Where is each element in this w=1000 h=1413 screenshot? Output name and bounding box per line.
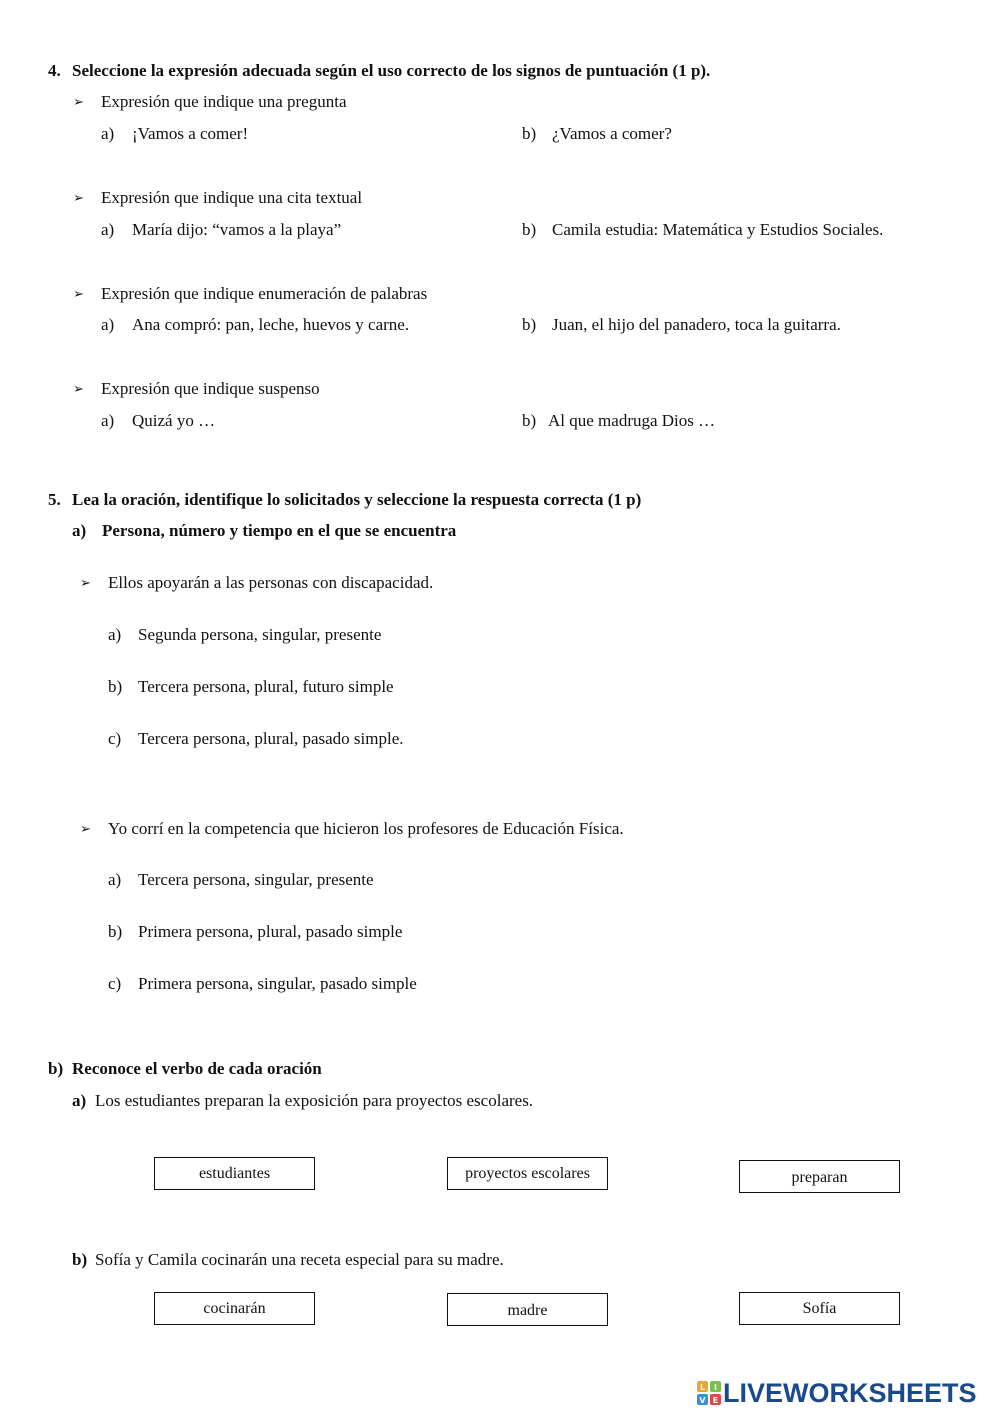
svg-text:E: E xyxy=(712,1396,719,1405)
svg-text:L: L xyxy=(699,1383,706,1392)
q5b-label: b) xyxy=(48,1059,64,1078)
arrow-bullet-icon: ➢ xyxy=(73,190,84,205)
q4-option-a[interactable]: ¡Vamos a comer! xyxy=(132,124,249,143)
q4-prompt: Expresión que indique suspenso xyxy=(101,379,320,398)
option-label: a) xyxy=(108,625,122,644)
option-label: a) xyxy=(101,220,115,239)
q4-title: Seleccione la expresión adecuada según el uso correcto de los signos de puntuación (1 p). xyxy=(72,61,711,80)
q5-number: 5. xyxy=(48,490,61,509)
q4-number: 4. xyxy=(48,61,61,80)
liveworksheets-logo xyxy=(697,1378,993,1408)
choice-box[interactable]: preparan xyxy=(739,1160,900,1193)
q4-option-b[interactable]: Camila estudia: Matemática y Estudios Sociales. xyxy=(552,220,884,239)
q5a-sentence: Ellos apoyarán a las personas con discapacidad. xyxy=(108,573,434,592)
q4-option-b[interactable]: Al que madruga Dios … xyxy=(548,411,716,430)
q5a-sentence: Yo corrí en la competencia que hicieron los profesores de Educación Física. xyxy=(108,819,624,838)
option-label: c) xyxy=(108,729,122,748)
q5b-sentence-label: b) xyxy=(72,1250,88,1269)
logo-text: LIVEWORKSHEETS xyxy=(723,1378,977,1408)
option-label: b) xyxy=(522,124,537,143)
option-label: b) xyxy=(522,411,537,430)
arrow-bullet-icon: ➢ xyxy=(80,575,91,590)
q5b-sentence: Sofía y Camila cocinarán una receta especial para su madre. xyxy=(95,1250,504,1269)
q5b-title: Reconoce el verbo de cada oración xyxy=(72,1059,322,1078)
q5a-option[interactable]: Primera persona, plural, pasado simple xyxy=(138,922,403,941)
q5a-title: Persona, número y tiempo en el que se encuentra xyxy=(102,521,457,540)
svg-text:V: V xyxy=(699,1396,706,1405)
choice-box[interactable]: proyectos escolares xyxy=(447,1157,608,1190)
option-label: b) xyxy=(522,220,537,239)
option-label: b) xyxy=(522,315,537,334)
option-label: a) xyxy=(101,124,115,143)
q4-option-a[interactable]: María dijo: “vamos a la playa” xyxy=(132,220,342,239)
arrow-bullet-icon: ➢ xyxy=(73,286,84,301)
option-label: b) xyxy=(108,922,123,941)
option-label: a) xyxy=(101,411,115,430)
q5-title: Lea la oración, identifique lo solicitados y seleccione la respuesta correcta (1 p) xyxy=(72,490,642,509)
q5a-label: a) xyxy=(72,521,87,540)
q5b-sentence-label: a) xyxy=(72,1091,87,1110)
option-label: b) xyxy=(108,677,123,696)
option-label: a) xyxy=(101,315,115,334)
q4-option-b[interactable]: Juan, el hijo del panadero, toca la guitarra. xyxy=(552,315,841,334)
choice-box[interactable]: Sofía xyxy=(739,1292,900,1325)
arrow-bullet-icon: ➢ xyxy=(80,821,91,836)
choice-box[interactable]: madre xyxy=(447,1293,608,1326)
q4-prompt: Expresión que indique una cita textual xyxy=(101,188,363,207)
q4-prompt: Expresión que indique una pregunta xyxy=(101,92,347,111)
arrow-bullet-icon: ➢ xyxy=(73,381,84,396)
q5a-option[interactable]: Tercera persona, plural, futuro simple xyxy=(138,677,394,696)
option-label: a) xyxy=(108,870,122,889)
q4-option-a[interactable]: Ana compró: pan, leche, huevos y carne. xyxy=(132,315,410,334)
liveworksheets-logo-icon xyxy=(697,1381,721,1405)
svg-text:I: I xyxy=(714,1383,717,1392)
q5a-option[interactable]: Tercera persona, plural, pasado simple. xyxy=(138,729,404,748)
q4-option-b[interactable]: ¿Vamos a comer? xyxy=(552,124,672,143)
q5a-option[interactable]: Primera persona, singular, pasado simple xyxy=(138,974,417,993)
q5a-option[interactable]: Segunda persona, singular, presente xyxy=(138,625,382,644)
q4-prompt: Expresión que indique enumeración de palabras xyxy=(101,284,428,303)
q4-option-a[interactable]: Quizá yo … xyxy=(132,411,216,430)
choice-box[interactable]: estudiantes xyxy=(154,1157,315,1190)
q5a-option[interactable]: Tercera persona, singular, presente xyxy=(138,870,374,889)
q5b-sentence: Los estudiantes preparan la exposición para proyectos escolares. xyxy=(95,1091,534,1110)
choice-box[interactable]: cocinarán xyxy=(154,1292,315,1325)
arrow-bullet-icon: ➢ xyxy=(73,94,84,109)
option-label: c) xyxy=(108,974,122,993)
